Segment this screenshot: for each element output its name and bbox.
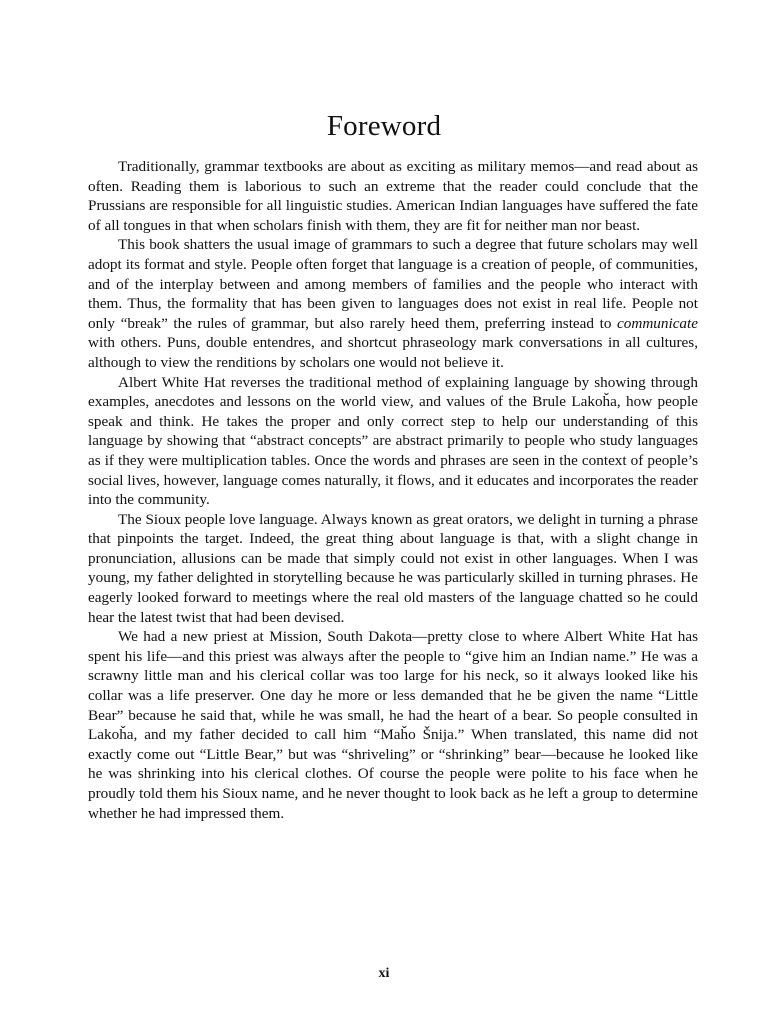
paragraph-1: Traditionally, grammar textbooks are about as exciting as military memos—and read about as often. Reading them is laborious to such an extreme that the reader could conclude that the Prussians are responsible for all linguistic studies. American Indian languages have suffered the fate of all tongues in that when scholars finish with them, they are fit for neither man nor beast.	[88, 158, 698, 234]
paragraph-3: Albert White Hat reverses the traditional method of explaining language by showing through examples, anecdotes and lessons on the world view, and values of the Brule Lakoȟa, how people speak and think. He takes the proper and only correct step to help our understanding of this language by showing that “abstract concepts” are abstract primarily to people who study languages as if they were multiplication tables. Once the words and phrases are seen in the context of people’s social lives, however, language comes naturally, it flows, and it educates and incorporates the reader into the community.	[88, 373, 698, 509]
page-title: Foreword	[326, 110, 442, 142]
paragraph-4: The Sioux people love language. Always known as great orators, we delight in turning a phrase that pinpoints the target. Indeed, the great thing about language is that, with a slight change in pronunciation, allusions can be made that simply could not exist in other languages. When I was young, my father delighted in storytelling because he was particularly skilled in turning phrases. He eagerly looked forward to meetings where the real old masters of the language chatted so he could hear the latest twist that had been devised.	[88, 510, 698, 626]
paragraph-2-text-end: with others. Puns, double entendres, and shortcut phraseology mark conversations in all cultures, although to view the renditions by scholars one would not believe it.	[88, 334, 698, 371]
page-number: xi	[378, 966, 390, 981]
paragraph-2	[88, 235, 698, 372]
emphasis-communicate: communicate	[617, 314, 698, 332]
foreword-body	[88, 157, 698, 823]
paragraph-2-text-start: This book shatters the usual image of grammars to such a degree that future scholars may well adopt its format and style. People often forget that language is a creation of people, of communities, and of the interplay between and among members of families and the people who interact with them. Thus, the formality that has been given to languages does not exist in real life. People not only “break” the rules of grammar, but also rarely heed them, preferring instead to	[88, 236, 698, 332]
paragraph-5: We had a new priest at Mission, South Dakota—pretty close to where Albert White Hat has spent his life—and this priest was always after the people to “give him an Indian name.” He was a scrawny little man and his clerical collar was too large for his neck, so it always looked like his collar was a life preserver. One day he more or less demanded that he be given the name “Little Bear” because he said that, while he was small, he had the heart of a bear. So people consulted in Lakoȟa, and my father decided to call him “Maȟo Šnija.” When translated, this name did not exactly come out “Little Bear,” but was “shriveling” or “shrinking” bear—because he looked like he was shrinking into his clerical clothes. Of course the people were polite to his face when he proudly told them his Sioux name, and he never thought to look back as he left a group to determine whether he had impressed them.	[88, 628, 698, 822]
